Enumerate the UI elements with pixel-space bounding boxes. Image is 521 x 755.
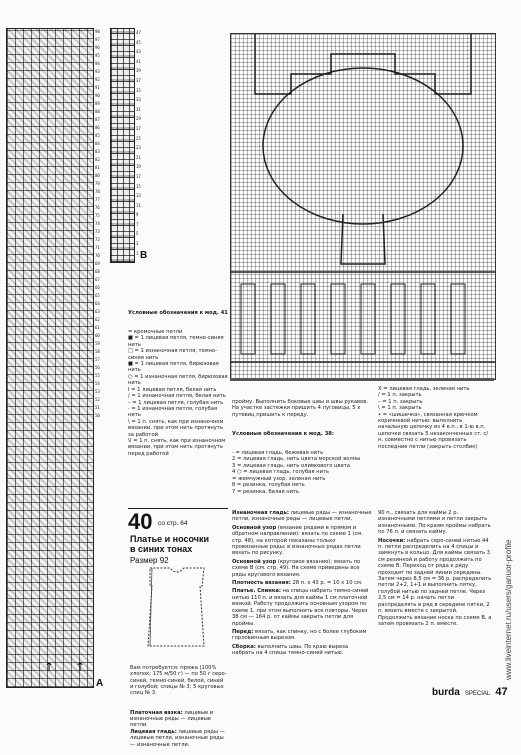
paragraph-body: вязать, как спинку, но с более глубоким горловинным вырезом.: [232, 628, 369, 642]
materials-section-body: лицевые и изнаночные ряды — лицевые петли.: [130, 709, 215, 729]
paragraph-body: на спицы набрать темно-синей нитью 110 п. и вязать для каймы 1 см платочной вязкой. Работу продолжить основным узором по схеме 1, при этом выполнить все повторы. Через 38 см — 164 р. от каймы закрыть петли для проймы.: [232, 588, 371, 627]
chart-b-grid: [110, 28, 135, 263]
legend-38-right-item: / = 1 п. закрыть: [378, 392, 422, 399]
legend-38-item: - = лицевая гладь, бежевая нить: [232, 450, 324, 457]
paragraph-body: 90 п., связать для каймы 2 р. изнаночными петлями и петли закрыть изнаночными. По краям проймы набрать по 76 п. и связать кайму.: [378, 510, 493, 536]
legend-41-item: – = 1 лицевая петля, голубая нить: [128, 399, 224, 406]
materials-text: Вам потребуется: пряжа (100% хлопок; 175 м/50 г) — по 50 г серо-синей, темно-синей, белой, синей и голубой; спицы № 3; 5 круговых спиц № 3.: [130, 664, 227, 697]
chart-a-row-number: 94: [95, 61, 100, 66]
chart-a-row-number: 78: [95, 189, 100, 194]
paragraph-body: выполнить швы. По краю выреза набрать на 4 спицы темно-синей нитью.: [232, 643, 350, 657]
legend-38-right-item: • = «шишечка», связанная крючком коричневой нитью: выполнить начальную цепочку из 4 в.п., в 1-ю в.п. цепочки связать 5 незаконченных ст. с/н, совместно с нитью провязать последние петли (закрыть столбик): [378, 411, 488, 450]
chart-a-numbers: [95, 28, 107, 448]
chart-a-row-number: 81: [95, 165, 100, 170]
chart-a-row-number: 77: [95, 197, 100, 202]
paragraph-head: Платье. Спинка:: [232, 588, 281, 595]
chart-b-row-number: 9: [136, 212, 139, 218]
legend-41-item: I = 1 лицевая петля, белая нить: [128, 386, 217, 393]
chart-a-row-number: 69: [95, 261, 100, 266]
chart-b-row-number: 43: [136, 49, 141, 55]
chart-main-bottom-bar: [230, 378, 494, 381]
legend-38-right-item: X = лицевая гладь, зеленая нить: [378, 386, 470, 392]
paragraph-head: Носочки:: [378, 537, 406, 544]
legend-38-heading: Условные обозначения к мод. 38:: [232, 430, 334, 437]
chart-a-row-number: 92: [95, 77, 100, 82]
paragraph-body: лицевые ряды — изнаночные петли, изнаночные ряды — лицевые петли.: [232, 510, 374, 523]
legend-41-item: · = 1 изнаночная петля, голубая нить: [128, 405, 219, 419]
legend-41-item: V = 1 п. снять, как при изнаночном вязании, при этом нить протянуть перед работой: [128, 437, 227, 457]
paragraph-body: (вязание рядами в прямом и обратном направлении): вязать по схеме 1 (см. стр. 48), на которой показаны только провязанные ряды; в изнаночных рядах петли вязать по рисунку.: [232, 524, 365, 557]
legend-41-heading: Условные обозначения к мод. 41: [128, 309, 228, 316]
chart-a-row-number: 59: [95, 341, 100, 346]
right-column: [378, 510, 493, 678]
chart-a-row-number: 72: [95, 237, 100, 242]
paragraph: [378, 510, 493, 536]
side-credit: www.liveinternet.ru/users/ganuor-profile: [504, 539, 513, 680]
chart-a-row-number: 87: [95, 117, 100, 122]
legend-41-item: = кромочные петли: [128, 329, 183, 336]
paragraph: [232, 510, 372, 523]
chart-b-label: B: [140, 250, 148, 261]
chart-a-row-number: 83: [95, 149, 100, 154]
chart-a-row-number: 50: [95, 413, 100, 418]
tree-chart-grid: [230, 33, 496, 380]
chart-b-row-number: 13: [136, 193, 141, 199]
paragraph: [232, 629, 372, 642]
dress-schematic: [130, 566, 225, 651]
legend-41-item: / = 1 изнаночная петля, белая нить: [128, 393, 226, 400]
chart-b-row-number: 31: [136, 106, 141, 112]
paragraph: [232, 525, 372, 557]
chart-a-label: A: [96, 678, 104, 689]
chart-b-row-number: 23: [136, 145, 141, 151]
chart-a-row-number: 71: [95, 245, 100, 250]
legend-41-item: \ = 1 п. снять, как при изнаночном вязании, при этом нить протянуть за работой: [128, 418, 226, 438]
legend-38-item: = жемчужный узор, зеленая нить: [232, 475, 326, 482]
paragraph-head: Основной узор: [232, 524, 277, 531]
chart-a-row-number: 56: [95, 365, 100, 370]
chart-a-row-number: 73: [95, 229, 100, 234]
materials-section: [130, 729, 228, 748]
chart-a-grid: [6, 28, 94, 688]
chart-b-row-number: 19: [136, 164, 141, 170]
chart-a-row-number: 86: [95, 125, 100, 130]
legend-38-intro: пройму. Выполнить боковые швы и швы рукавов. На участке застежки пришить 4 пуговицы, 5 х путевиц пришить к переду.: [232, 398, 370, 418]
chart-a-row-number: 66: [95, 285, 100, 290]
legend-41-item: ○ = 1 изнаночная петля, бирюзовая нить: [128, 373, 230, 387]
paragraph-head: Перед:: [232, 628, 254, 635]
paragraph-body: набрать серо-синей нитью 44 п. петли распределить на 4 спицы и замкнуть в кольцо. Для каймы связать 3 см резинкой и работу продолжить по схеме В. Переход от ряда к ряду проходит по задней линии середины. Затем через 8,5 см = 36 р. распределить петли 2+2, 1+1 и выполнить пятку, голубой нитью по задней петле. Через 2,5 см = 14 р. начать петли распределять в ряд в середине пятки, 2 п. вязать вместе с закрытой. Продолжить вязание носка по схеме В, а затем провязать 2 п. вместе.: [378, 537, 494, 627]
chart-a-row-number: 76: [95, 205, 100, 210]
chart-b-row-number: 15: [136, 183, 141, 189]
chart-a-row-number: 91: [95, 85, 100, 90]
paragraph: [232, 644, 372, 657]
paragraph: [232, 580, 372, 586]
chart-a-row-number: 95: [95, 53, 100, 58]
chart-b-row-number: 39: [136, 68, 141, 74]
chart-b-row-number: 25: [136, 135, 141, 141]
chart-a-row-number: 51: [95, 405, 100, 410]
chart-a-row-number: 60: [95, 333, 100, 338]
arrow-icon: ↑: [75, 660, 86, 674]
chart-b-row-number: 3: [136, 241, 139, 247]
materials-section-head: Лицевая гладь:: [130, 728, 177, 735]
chart-b-row-number: 35: [136, 87, 141, 93]
model-size: Размер 92: [130, 556, 169, 565]
chart-b-row-number: 41: [136, 58, 141, 64]
model-title-line1: Платье и носочки: [130, 534, 210, 544]
brand-special: SPECIAL: [464, 691, 491, 697]
chart-a-row-number: 96: [95, 45, 100, 50]
chart-a-row-number: 80: [95, 173, 100, 178]
chart-a-row-number: 58: [95, 349, 100, 354]
legend-38-right-item: \ = 1 п. закрыть: [378, 405, 422, 412]
chart-b-row-number: 1: [136, 250, 139, 256]
chart-b-row-number: 17: [136, 173, 141, 179]
legend-41-item: ■ = 1 лицевая петля, бирюзовая нить: [128, 361, 221, 374]
legend-38-item: 2 = лицевая гладь, нить цвета морской волны: [232, 456, 361, 463]
chart-b-row-number: 21: [136, 154, 141, 160]
chart-b-row-number: 47: [136, 30, 141, 35]
chart-a-row-number: 84: [95, 141, 100, 146]
paragraph: [232, 588, 372, 626]
paragraph-head: Изнаночная гладь:: [232, 510, 289, 516]
chart-a-row-number: 75: [95, 213, 100, 218]
chart-b-row-number: 33: [136, 97, 141, 103]
chart-a-row-number: 61: [95, 325, 100, 330]
materials-section: [130, 710, 228, 729]
chart-a-row-number: 74: [95, 221, 100, 226]
chart-a-row-number: 54: [95, 381, 100, 386]
model-title-line2: в синих тонах: [130, 544, 193, 554]
legend-38-item: 3 = лицевая гладь, нить оливкового цвета: [232, 462, 350, 469]
chart-a-row-number: 85: [95, 133, 100, 138]
chart-a-row-number: 90: [95, 93, 100, 98]
paragraph-body: (круговое вязание): вязать по схеме В (см. стр. 49). На схеме приведены все ряды кругового вязания.: [232, 558, 362, 578]
arrow-icon: ↑: [44, 660, 55, 674]
chart-a-row-number: 98: [95, 29, 100, 34]
chart-a-row-number: 67: [95, 277, 100, 282]
legend-38-right: [378, 386, 493, 496]
chart-a-row-number: 70: [95, 253, 100, 258]
chart-b-numbers: [136, 28, 148, 260]
model-number: 40: [128, 509, 153, 534]
chart-b-row-number: 5: [136, 231, 139, 237]
page-number: 47: [495, 686, 508, 698]
legend-38: [232, 386, 372, 496]
paragraph-head: Основной узор: [232, 558, 277, 565]
footer: [432, 680, 512, 696]
legend-41-item: □ = 1 изнаночная петля, темно-синяя нить: [128, 348, 218, 361]
chart-a-row-number: 93: [95, 69, 100, 74]
chart-a-row-number: 52: [95, 397, 100, 402]
legend-41-item: ■ = 1 лицевая петля, темно-синяя нить: [128, 335, 226, 348]
chart-a-row-number: 68: [95, 269, 100, 274]
paragraph-head: Сборка:: [232, 643, 256, 650]
legend-38-item: 4 ○ = лицевая гладь, голубая нить: [232, 469, 329, 476]
chart-a-row-number: 79: [95, 181, 100, 186]
chart-a-row-number: 88: [95, 109, 100, 114]
brand-logo: burda: [432, 687, 460, 698]
paragraph-head: Плотность вязания:: [232, 580, 291, 587]
chart-a-row-number: 64: [95, 301, 100, 306]
chart-b-row-number: 11: [136, 202, 141, 208]
materials-section-body: лицевые ряды — лицевые петли, изнаночные ряды — изнаночные петли.: [130, 728, 227, 748]
tree-motif-outline: [231, 34, 495, 379]
legend-38-right-item: – = 1 п. закрыть: [378, 398, 423, 405]
chart-a-row-number: 65: [95, 293, 100, 298]
materials-block: [130, 652, 228, 748]
legend-38-item: 7 = резинка, белая нить: [232, 488, 300, 495]
chart-a-row-number: 62: [95, 317, 100, 322]
chart-a-row-number: 97: [95, 37, 100, 42]
paragraph: [378, 538, 493, 628]
chart-b-row-number: 29: [136, 116, 141, 122]
chart-a-row-number: 89: [95, 101, 100, 106]
legend-38-item: б = резинка, голубая нить: [232, 482, 305, 489]
middle-column: [232, 510, 372, 692]
chart-a-row-number: 57: [95, 357, 100, 362]
chart-a-row-number: 82: [95, 157, 100, 162]
chart-a-row-number: 63: [95, 309, 100, 314]
chart-b-row-number: 7: [136, 221, 139, 227]
chart-a-row-number: 55: [95, 373, 100, 378]
chart-b-row-number: 27: [136, 125, 141, 131]
legend-41: [128, 297, 228, 457]
chart-a-row-number: 53: [95, 389, 100, 394]
paragraph-body: 28 п. x 43 р. = 10 x 10 см.: [292, 580, 363, 587]
chart-b-row-number: 37: [136, 77, 141, 83]
chart-b-row-number: 45: [136, 39, 141, 45]
materials-section-head: Платочная вязка:: [130, 709, 183, 716]
model-ref: со стр. 64: [158, 520, 188, 527]
paragraph: [232, 559, 372, 578]
